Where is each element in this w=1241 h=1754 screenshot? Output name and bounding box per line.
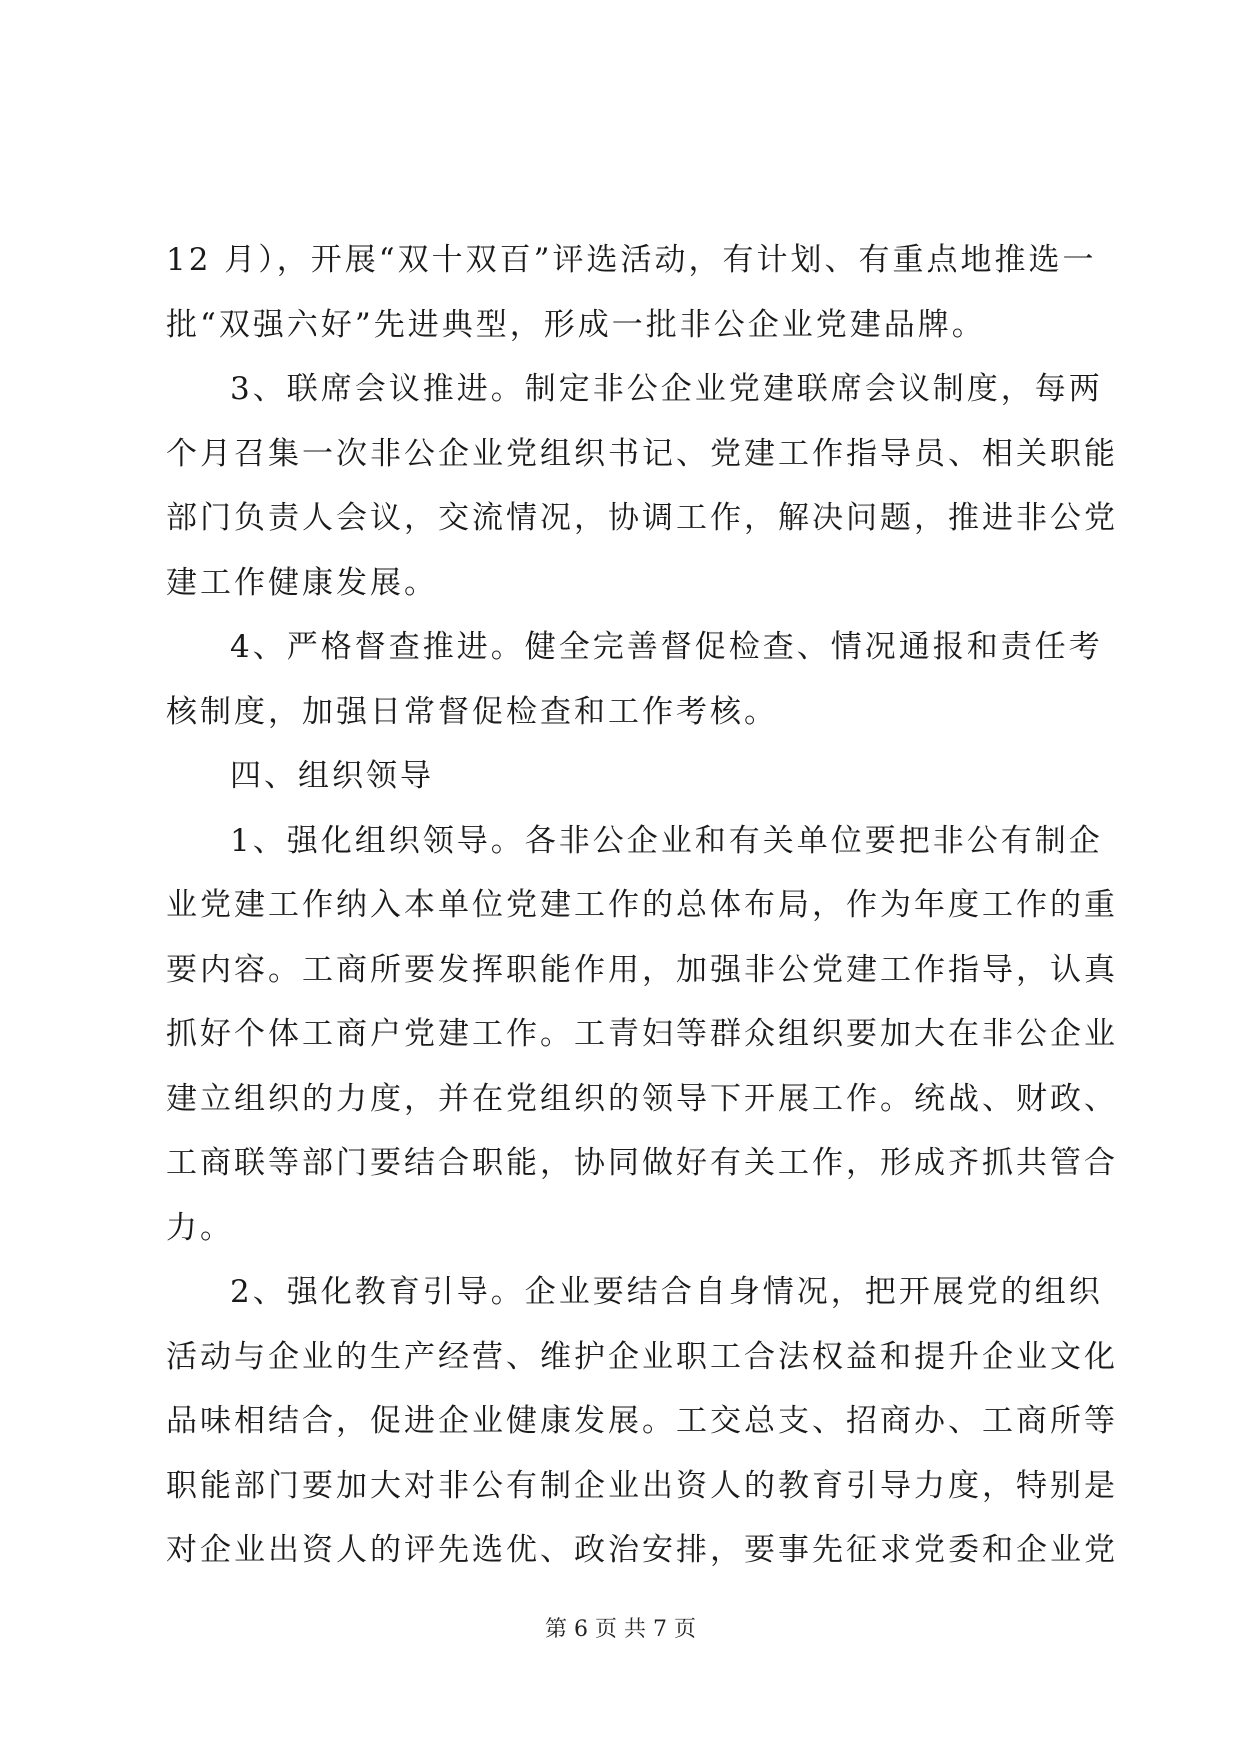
text-line: 要内容。工商所要发挥职能作用，加强非公党建工作指导，认真: [166, 951, 1118, 988]
text-line: 品味相结合，促进企业健康发展。工交总支、招商办、工商所等: [166, 1403, 1118, 1439]
text-line: 工商联等部门要结合职能，协同做好有关工作，形成齐抓共管合: [166, 1145, 1118, 1181]
text-line: 1、强化组织领导。各非公企业和有关单位要把非公有制企: [230, 822, 1103, 859]
text-line: 抓好个体工商户党建工作。工青妇等群众组织要加大在非公企业: [166, 1016, 1118, 1052]
text-line: 批“双强六好”先进典型，形成一批非公企业党建品牌。: [166, 306, 986, 343]
text-line: 4、严格督查推进。健全完善督促检查、情况通报和责任考: [230, 629, 1103, 665]
text-line: 四、组织领导: [230, 758, 434, 794]
text-line: 核制度，加强日常督促检查和工作考核。: [166, 693, 778, 730]
body-text: [166, 228, 1118, 1583]
text-line: 职能部门要加大对非公有制企业出资人的教育引导力度，特别是: [166, 1467, 1118, 1504]
text-line: 个月召集一次非公企业党组织书记、党建工作指导员、相关职能: [166, 435, 1118, 472]
text-line: 建立组织的力度，并在党组织的领导下开展工作。统战、财政、: [166, 1080, 1118, 1117]
text-line: 部门负责人会议，交流情况，协调工作，解决问题，推进非公党: [166, 500, 1118, 536]
text-line: 活动与企业的生产经营、维护企业职工合法权益和提升企业文化: [166, 1338, 1118, 1375]
text-line: 2、强化教育引导。企业要结合自身情况，把开展党的组织: [230, 1274, 1103, 1310]
text-line: 业党建工作纳入本单位党建工作的总体布局，作为年度工作的重: [166, 887, 1118, 923]
text-line: 力。: [166, 1209, 234, 1246]
page-footer: 第 6 页 共 7 页: [545, 1617, 696, 1642]
text-line: 建工作健康发展。: [166, 564, 438, 601]
text-line: 对企业出资人的评先选优、政治安排，要事先征求党委和企业党: [166, 1532, 1118, 1568]
text-line: 3、联席会议推进。制定非公企业党建联席会议制度，每两: [230, 371, 1103, 407]
text-line: 12 月），开展“双十双百”评选活动，有计划、有重点地推选一: [166, 242, 1097, 278]
